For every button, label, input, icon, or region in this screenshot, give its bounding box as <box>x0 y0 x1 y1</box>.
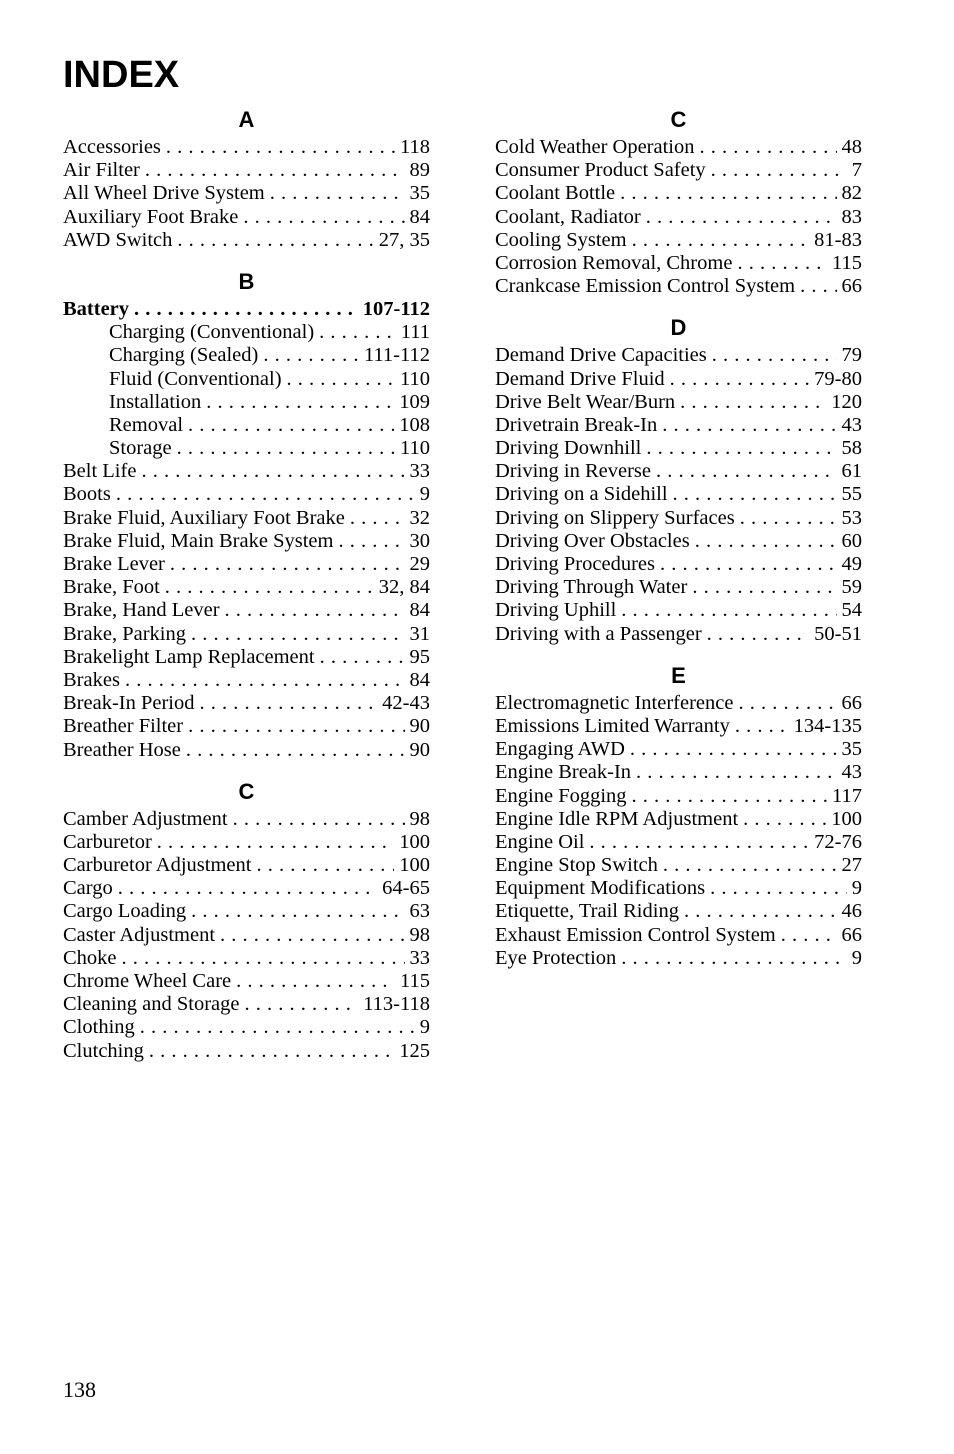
index-entry <box>495 877 862 900</box>
entry-label: Crankcase Emission Control System <box>495 275 796 298</box>
index-section <box>63 104 430 252</box>
entry-page: 35 <box>409 182 430 205</box>
index-subentry <box>63 391 430 414</box>
entry-label: Cold Weather Operation <box>495 136 695 158</box>
index-entry <box>495 599 862 622</box>
entry-label: Driving with a Passenger <box>495 622 702 645</box>
entry-label: Chrome Wheel Care <box>63 970 232 992</box>
entry-page: 89 <box>409 159 430 182</box>
index-entry <box>63 900 430 923</box>
dot-leader <box>589 831 809 854</box>
entry-label: Brake Fluid, Main Brake System <box>63 529 334 552</box>
entry-page: 108 <box>399 413 430 436</box>
entry-page: 84 <box>409 599 430 622</box>
entry-label: Charging (Sealed) <box>109 344 259 367</box>
dot-leader <box>134 298 358 321</box>
index-entry <box>63 1016 430 1039</box>
entry-label: Engine Idle RPM Adjustment <box>495 807 739 830</box>
dot-leader <box>220 924 404 947</box>
dot-leader <box>170 553 405 576</box>
dot-leader <box>632 785 827 808</box>
entry-page: 55 <box>841 483 862 506</box>
dot-leader <box>186 739 405 762</box>
index-column-right <box>495 104 862 984</box>
entry-page: 61 <box>841 460 862 483</box>
index-entry <box>63 623 430 646</box>
entry-label: Drivetrain Break-In <box>495 413 658 436</box>
index-entry <box>495 924 862 947</box>
dot-leader <box>630 738 837 761</box>
entry-label: Driving in Reverse <box>495 460 651 483</box>
index-entry <box>63 993 430 1016</box>
index-entry <box>495 785 862 808</box>
entry-label: Driving on Slippery Surfaces <box>495 506 735 529</box>
index-entry <box>495 530 862 553</box>
entry-page: 49 <box>841 553 862 575</box>
dot-leader <box>256 854 394 877</box>
entry-page: 120 <box>831 390 862 413</box>
dot-leader <box>621 947 846 970</box>
index-entry <box>63 159 430 182</box>
entry-page: 50-51 <box>814 622 862 645</box>
entry-label: Brake, Parking <box>63 622 186 645</box>
entry-page: 9 <box>851 946 862 969</box>
entry-page: 100 <box>831 807 862 830</box>
entry-page: 42-43 <box>382 692 430 715</box>
entry-label: Emissions Limited Warranty <box>495 714 730 737</box>
dot-leader <box>695 530 837 553</box>
dot-leader <box>140 1016 415 1039</box>
entry-label: Auxiliary Foot Brake <box>63 205 239 228</box>
section-letter: C <box>238 778 255 804</box>
entry-label: Carburetor <box>63 830 152 853</box>
index-entry <box>495 368 862 391</box>
dot-leader <box>632 229 810 252</box>
entry-label: Engaging AWD <box>495 738 625 761</box>
index-entry <box>495 623 862 646</box>
entry-label: Exhaust Emission Control System <box>495 923 776 946</box>
entry-page: 43 <box>841 413 862 436</box>
entry-label: Cargo Loading <box>63 900 187 923</box>
entry-page: 82 <box>841 182 862 205</box>
entry-page: 31 <box>409 622 430 645</box>
entry-label: Boots <box>63 483 111 506</box>
entry-label: Fluid (Conventional) <box>109 367 282 390</box>
entry-label: Choke <box>63 946 117 969</box>
entry-label: Brake, Hand Lever <box>63 599 220 622</box>
entry-label: Removal <box>109 413 184 436</box>
entry-page: 95 <box>409 645 430 668</box>
entry-label: Cooling System <box>495 228 627 251</box>
entry-page: 9 <box>419 483 430 506</box>
dot-leader <box>621 599 836 622</box>
entry-page: 46 <box>841 900 862 923</box>
index-entry <box>495 715 862 738</box>
dot-leader <box>270 182 405 205</box>
entry-label: Engine Stop Switch <box>495 854 658 877</box>
dot-leader <box>700 136 837 159</box>
dot-leader <box>656 460 837 483</box>
dot-leader <box>800 275 836 298</box>
entry-page: 111 <box>400 321 430 344</box>
index-entry <box>495 460 862 483</box>
dot-leader <box>673 483 837 506</box>
dot-leader <box>740 507 837 530</box>
entry-label: All Wheel Drive System <box>63 182 265 205</box>
index-entry <box>495 900 862 923</box>
dot-leader <box>663 854 837 877</box>
entry-page: 33 <box>409 460 430 483</box>
entry-page: 113-118 <box>363 993 430 1016</box>
entry-page: 79 <box>841 344 862 367</box>
entry-label: Electromagnetic Interference <box>495 691 734 714</box>
index-entry <box>63 715 430 738</box>
entry-label: Brake Lever <box>63 553 165 575</box>
entry-label: Brake Fluid, Auxiliary Foot Brake <box>63 506 345 529</box>
dot-leader <box>646 437 836 460</box>
entry-label: Storage <box>109 437 172 460</box>
index-entry <box>63 206 430 229</box>
index-entry <box>63 970 430 993</box>
entry-page: 27, 35 <box>378 228 430 251</box>
entry-label: Engine Fogging <box>495 784 627 807</box>
entry-page: 125 <box>399 1039 430 1062</box>
dot-leader <box>735 715 789 738</box>
index-section <box>495 104 862 298</box>
entry-page: 30 <box>409 529 430 552</box>
index-section <box>63 776 430 1063</box>
index-entry <box>63 854 430 877</box>
page-title: INDEX <box>63 54 180 96</box>
entry-label: Corrosion Removal, Chrome <box>495 251 733 274</box>
entry-label: Driving Uphill <box>495 599 617 622</box>
dot-leader <box>191 900 404 923</box>
dot-leader <box>165 576 374 599</box>
entry-label: Breather Filter <box>63 715 184 738</box>
entry-page: 110 <box>400 367 430 390</box>
index-entry <box>495 229 862 252</box>
index-entry <box>63 507 430 530</box>
index-subentry <box>63 368 430 391</box>
dot-leader <box>118 877 377 900</box>
index-entry <box>495 692 862 715</box>
entry-page: 32 <box>409 506 430 529</box>
entry-page: 118 <box>400 136 430 158</box>
entry-page: 48 <box>841 136 862 158</box>
entry-label: Accessories <box>63 136 161 158</box>
index-entry <box>63 599 430 622</box>
entry-label: Driving Procedures <box>495 553 655 575</box>
dot-leader <box>684 900 837 923</box>
dot-leader <box>743 808 826 831</box>
entry-label: Air Filter <box>63 159 140 182</box>
dot-leader <box>707 623 810 646</box>
dot-leader <box>781 924 837 947</box>
index-entry <box>495 182 862 205</box>
entry-page: 66 <box>841 691 862 714</box>
entry-label: Charging (Conventional) <box>109 321 315 344</box>
index-entry <box>63 553 430 576</box>
entry-label: Drive Belt Wear/Burn <box>495 390 676 413</box>
index-entry <box>63 877 430 900</box>
entry-label: Belt Life <box>63 460 137 483</box>
dot-leader <box>670 368 810 391</box>
entry-page: 83 <box>841 205 862 228</box>
entry-page: 63 <box>409 900 430 923</box>
dot-leader <box>166 136 395 159</box>
index-entry <box>63 808 430 831</box>
section-letter: B <box>238 268 255 294</box>
entry-label: Driving on a Sidehill <box>495 483 668 506</box>
entry-page: 72-76 <box>814 830 862 853</box>
dot-leader <box>320 646 405 669</box>
entry-page: 100 <box>399 830 430 853</box>
index-subentry <box>63 437 430 460</box>
dot-leader <box>692 576 836 599</box>
index-entry <box>63 136 430 159</box>
section-letter: A <box>238 107 255 132</box>
dot-leader <box>710 877 847 900</box>
entry-label: Caster Adjustment <box>63 923 216 946</box>
index-entry <box>495 344 862 367</box>
entry-label: Eye Protection <box>495 946 617 969</box>
entry-page: 110 <box>400 437 430 460</box>
entry-page: 90 <box>409 715 430 738</box>
entry-label: Installation <box>109 390 202 413</box>
index-entry <box>495 738 862 761</box>
entry-page: 111-112 <box>363 344 430 367</box>
index-entry <box>495 854 862 877</box>
dot-leader <box>737 252 827 275</box>
dot-leader <box>338 530 404 553</box>
index-entry <box>495 507 862 530</box>
dot-leader <box>125 669 405 692</box>
dot-leader <box>244 993 358 1016</box>
index-subentry <box>63 344 430 367</box>
entry-label: Coolant, Radiator <box>495 205 641 228</box>
entry-page: 9 <box>419 1016 430 1039</box>
index-entry <box>63 1040 430 1063</box>
dot-leader <box>191 623 405 646</box>
entry-label: Battery <box>63 297 130 320</box>
index-entry <box>63 576 430 599</box>
entry-label: Driving Downhill <box>495 437 642 460</box>
entry-page: 107-112 <box>362 297 430 320</box>
entry-page: 100 <box>399 854 430 877</box>
entry-page: 35 <box>841 738 862 761</box>
dot-leader <box>319 321 396 344</box>
index-entry <box>63 924 430 947</box>
entry-page: 60 <box>841 529 862 552</box>
entry-label: Breather Hose <box>63 738 181 761</box>
entry-label: Demand Drive Fluid <box>495 367 665 390</box>
section-letter: C <box>670 107 687 132</box>
entry-label: Driving Over Obstacles <box>495 529 690 552</box>
entry-page: 90 <box>409 738 430 761</box>
index-entry <box>63 460 430 483</box>
index-entry <box>495 437 862 460</box>
entry-label: AWD Switch <box>63 228 173 251</box>
index-entry <box>63 483 430 506</box>
index-entry <box>495 275 862 298</box>
dot-leader <box>177 437 395 460</box>
dot-leader <box>712 344 837 367</box>
entry-page: 134-135 <box>793 714 862 737</box>
entry-label: Brake, Foot <box>63 576 160 599</box>
dot-leader <box>141 460 404 483</box>
dot-leader <box>116 483 415 506</box>
index-entry <box>495 159 862 182</box>
dot-leader <box>233 808 405 831</box>
dot-leader <box>680 391 826 414</box>
dot-leader <box>350 507 405 530</box>
dot-leader <box>177 229 373 252</box>
index-entry <box>63 831 430 854</box>
entry-label: Consumer Product Safety <box>495 159 706 182</box>
dot-leader <box>157 831 394 854</box>
dot-leader <box>636 761 836 784</box>
entry-page: 98 <box>409 807 430 830</box>
index-entry <box>495 553 862 576</box>
index-entry <box>495 483 862 506</box>
index-entry <box>495 947 862 970</box>
entry-label: Clutching <box>63 1039 144 1062</box>
entry-page: 109 <box>399 390 430 413</box>
index-entry <box>495 761 862 784</box>
entry-page: 7 <box>851 159 862 182</box>
index-entry <box>63 692 430 715</box>
index-entry <box>63 669 430 692</box>
entry-label: Engine Oil <box>495 830 585 853</box>
index-entry <box>495 136 862 159</box>
index-subentry <box>63 321 430 344</box>
index-section <box>495 312 862 645</box>
index-entry <box>495 391 862 414</box>
page-number: 138 <box>63 1377 96 1402</box>
entry-page: 117 <box>832 784 862 807</box>
entry-label: Etiquette, Trail Riding <box>495 900 679 923</box>
index-subentry <box>63 414 430 437</box>
entry-page: 98 <box>409 923 430 946</box>
entry-page: 32, 84 <box>378 576 430 599</box>
dot-leader <box>620 182 836 205</box>
index-entry <box>63 229 430 252</box>
entry-label: Brakes <box>63 668 120 691</box>
dot-leader <box>711 159 847 182</box>
index-entry <box>63 182 430 205</box>
entry-page: 54 <box>841 599 862 622</box>
section-letter: D <box>670 315 687 341</box>
dot-leader <box>263 344 359 367</box>
entry-label: Engine Break-In <box>495 761 632 784</box>
entry-label: Cleaning and Storage <box>63 993 240 1016</box>
dot-leader <box>206 391 394 414</box>
dot-leader <box>188 715 404 738</box>
dot-leader <box>287 368 395 391</box>
dot-leader <box>188 414 394 437</box>
entry-page: 66 <box>841 275 862 298</box>
entry-page: 84 <box>409 205 430 228</box>
entry-label: Brakelight Lamp Replacement <box>63 645 315 668</box>
entry-label: Driving Through Water <box>495 576 688 599</box>
entry-page: 64-65 <box>382 877 430 900</box>
index-entry <box>495 252 862 275</box>
dot-leader <box>122 947 405 970</box>
entry-page: 81-83 <box>814 228 862 251</box>
entry-page: 27 <box>841 854 862 877</box>
dot-leader <box>236 970 395 993</box>
dot-leader <box>243 206 404 229</box>
entry-page: 58 <box>841 437 862 460</box>
entry-page: 79-80 <box>814 367 862 390</box>
entry-label: Coolant Bottle <box>495 182 616 205</box>
entry-label: Clothing <box>63 1016 135 1039</box>
entry-label: Demand Drive Capacities <box>495 344 707 367</box>
entry-page: 53 <box>841 506 862 529</box>
entry-page: 115 <box>400 970 430 992</box>
entry-label: Camber Adjustment <box>63 807 228 830</box>
entry-label: Equipment Modifications <box>495 877 706 900</box>
dot-leader <box>200 692 378 715</box>
index-entry <box>495 206 862 229</box>
index-entry <box>63 530 430 553</box>
entry-page: 43 <box>841 761 862 784</box>
entry-page: 59 <box>841 576 862 599</box>
index-section <box>495 660 862 970</box>
index-entry <box>495 414 862 437</box>
dot-leader <box>738 692 836 715</box>
dot-leader <box>646 206 837 229</box>
index-entry <box>495 808 862 831</box>
entry-label: Carburetor Adjustment <box>63 854 252 877</box>
dot-leader <box>149 1040 394 1063</box>
dot-leader <box>662 414 836 437</box>
entry-page: 29 <box>409 553 430 575</box>
index-entry <box>495 831 862 854</box>
section-letter: E <box>671 662 686 688</box>
index-column-left <box>63 104 430 1077</box>
index-entry <box>495 576 862 599</box>
entry-page: 33 <box>409 946 430 969</box>
dot-leader <box>660 553 837 576</box>
entry-label: Cargo <box>63 877 113 900</box>
index-entry <box>63 646 430 669</box>
index-entry <box>63 739 430 762</box>
entry-page: 115 <box>832 251 862 274</box>
dot-leader <box>225 599 405 622</box>
index-entry <box>63 947 430 970</box>
entry-page: 84 <box>409 668 430 691</box>
dot-leader <box>145 159 405 182</box>
entry-page: 66 <box>841 923 862 946</box>
index-entry <box>63 298 430 321</box>
entry-page: 9 <box>851 877 862 900</box>
entry-label: Break-In Period <box>63 692 195 715</box>
index-section <box>63 266 430 762</box>
